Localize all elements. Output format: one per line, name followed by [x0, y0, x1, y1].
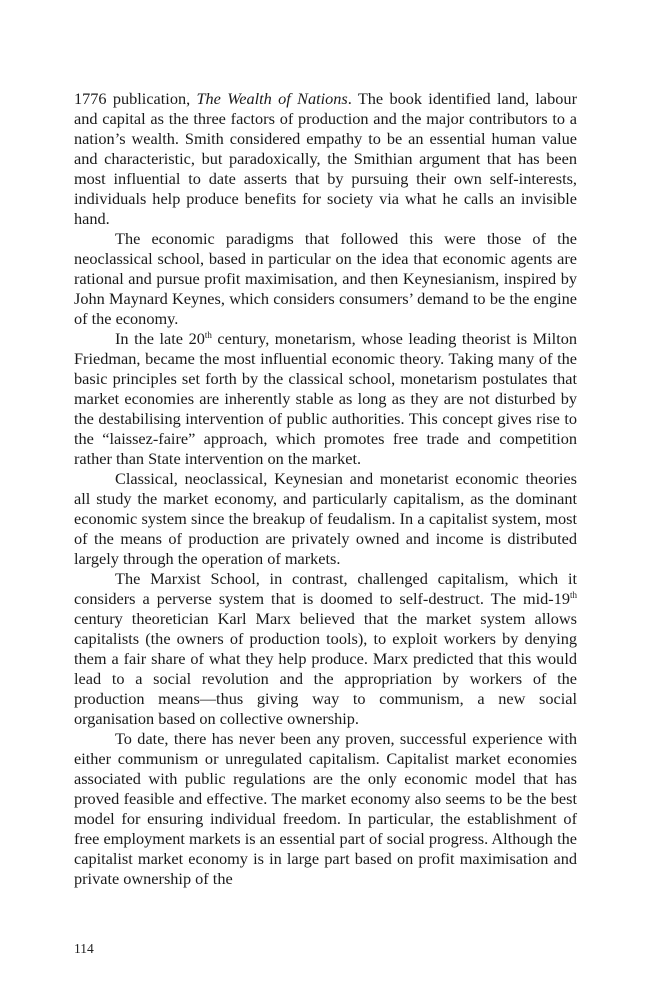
body-text [74, 89, 577, 889]
ordinal-superscript: th [569, 590, 577, 600]
ordinal-superscript: th [204, 330, 212, 340]
paragraph-1-text-end: . The book identified land, labour and capital as the three factors of production and the major contributors to a nation’s wealth. Smith considered empathy to be an essential human value and characteristic, but paradoxically, the Smithian argument that has been most influential to date asserts that by pursuing their own self-interests, individuals help produce benefits for society via what he calls an invisible hand. [74, 89, 577, 228]
paragraph-1 [74, 89, 577, 229]
paragraph-5-text-end: century theoretician Karl Marx believed that the market system allows capitalists (the owners of production tools), to exploit workers by denying them a fair share of what they help produce. Marx predicted that this would lead to a social revolution and the appropriation by workers of the production means—thus giving way to communism, a new social organisation based on collective ownership. [74, 609, 577, 728]
page-number: 114 [74, 941, 94, 956]
paragraph-2: The economic paradigms that followed this were those of the neoclassical school, based in particular on the idea that economic agents are rational and pursue profit maximisation, and then Keynesianism, inspired by John Maynard Keynes, which considers consumers’ demand to be the engine of the economy. [74, 229, 577, 328]
paragraph-1-text-start: 1776 publication, [74, 89, 197, 108]
paragraph-5 [74, 569, 577, 729]
paragraph-5-text-start: The Marxist School, in contrast, challenged capitalism, which it considers a perverse system that is doomed to self-destruct. The mid-19 [74, 569, 577, 608]
paragraph-3-text-start: In the late 20 [115, 329, 205, 348]
paragraph-3 [74, 329, 577, 469]
paragraph-4: Classical, neoclassical, Keynesian and monetarist economic theories all study the market economy, and particularly capitalism, as the dominant economic system since the breakup of feudalism. In a capitalist system, most of the means of production are privately owned and income is distributed largely through the operation of markets. [74, 469, 577, 568]
paragraph-6: To date, there has never been any proven, successful experience with either communism or unregulated capitalism. Capitalist market economies associated with public regulations are the only economic model that has proved feasible and effective. The market economy also seems to be the best model for ensuring individual freedom. In particular, the establishment of free employment markets is an essential part of social progress. Although the capitalist market economy is in large part based on profit maximisation and private ownership of the [74, 729, 577, 888]
paragraph-3-text-end: century, monetarism, whose leading theorist is Milton Friedman, became the most influential economic theory. Taking many of the basic principles set forth by the classical school, monetarism postulates that market economies are inherently stable as long as they are not disturbed by the destabilising intervention of public authorities. This concept gives rise to the “laissez-faire” approach, which promotes free trade and competition rather than State intervention on the market. [74, 329, 578, 468]
book-title: The Wealth of Nations [196, 89, 348, 108]
